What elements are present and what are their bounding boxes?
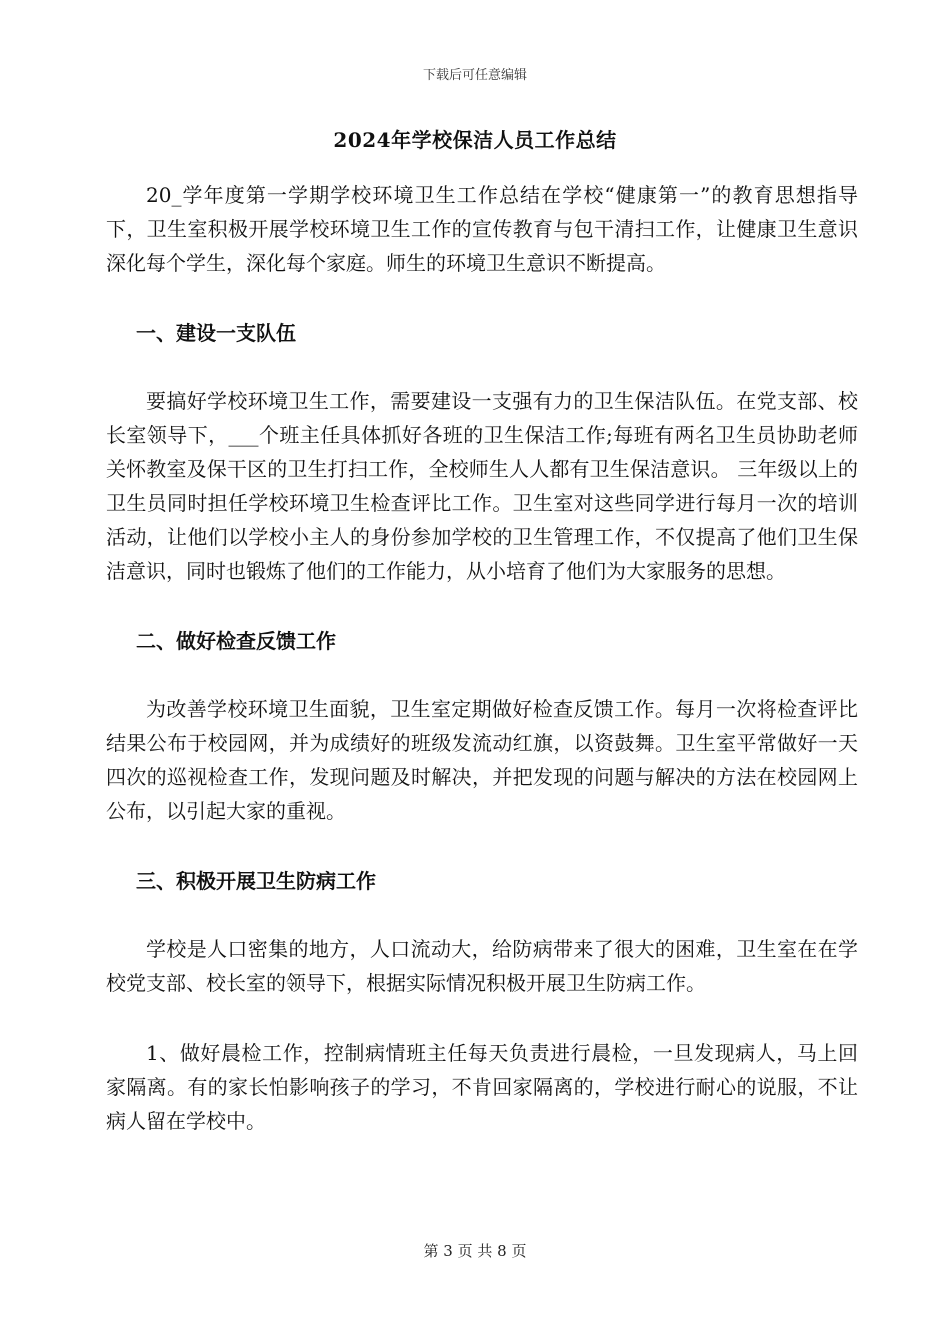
section-3-paragraph: 学校是人口密集的地方，人口流动大，给防病带来了很大的困难，卫生室在在学校党支部、校长室的领导下，根据实际情况积极开展卫生防病工作。 — [106, 937, 858, 995]
section-3-item-1-paragraph: 1、做好晨检工作，控制病情班主任每天负责进行晨检，一旦发现病人，马上回家隔离。有的家长怕影响孩子的学习，不肯回家隔离的，学校进行耐心的说服，不让病人留在学校中。 — [106, 1041, 858, 1133]
header-note: 下载后可任意编辑 — [422, 68, 527, 83]
intro-paragraph: 20_学年度第一学期学校环境卫生工作总结在学校“健康第一”的教育思想指导下，卫生室积极开展学校环境卫生工作的宣传教育与包干清扫工作，让健康卫生意识深化每个学生，深化每个家庭。师生的环境卫生意识不断提高。 — [106, 183, 858, 275]
section-1-paragraph: 要搞好学校环境卫生工作，需要建设一支强有力的卫生保洁队伍。在党支部、校长室领导下，___个班主任具体抓好各班的卫生保洁工作;每班有两名卫生员协助老师关怀教室及保干区的卫生打扫工作，全校师生人人都有卫生保洁意识。 三年级以上的卫生员同时担任学校环境卫生检查评比工作。卫生室对这些同学进行每月一次的培训活动，让他们以学校小主人的身份参加学校的卫生管理工作，不仅提高了他们卫生保洁意识，同时也锻炼了他们的工作能力，从小培育了他们为大家服务的思想。 — [106, 389, 858, 583]
section-heading-2: 二、做好检查反馈工作 — [136, 629, 336, 653]
section-heading-3: 三、积极开展卫生防病工作 — [136, 869, 376, 893]
page-number-footer: 第 3 页 共 8 页 — [423, 1242, 527, 1260]
document-title: 2024年学校保洁人员工作总结 — [333, 128, 617, 152]
section-2-paragraph: 为改善学校环境卫生面貌，卫生室定期做好检查反馈工作。每月一次将检查评比结果公布于校园网，并为成绩好的班级发流动红旗，以资鼓舞。卫生室平常做好一天四次的巡视检查工作，发现问题及时解决，并把发现的问题与解决的方法在校园网上公布，以引起大家的重视。 — [106, 697, 858, 823]
document-body — [106, 178, 858, 1138]
section-heading-1: 一、建设一支队伍 — [136, 321, 296, 345]
